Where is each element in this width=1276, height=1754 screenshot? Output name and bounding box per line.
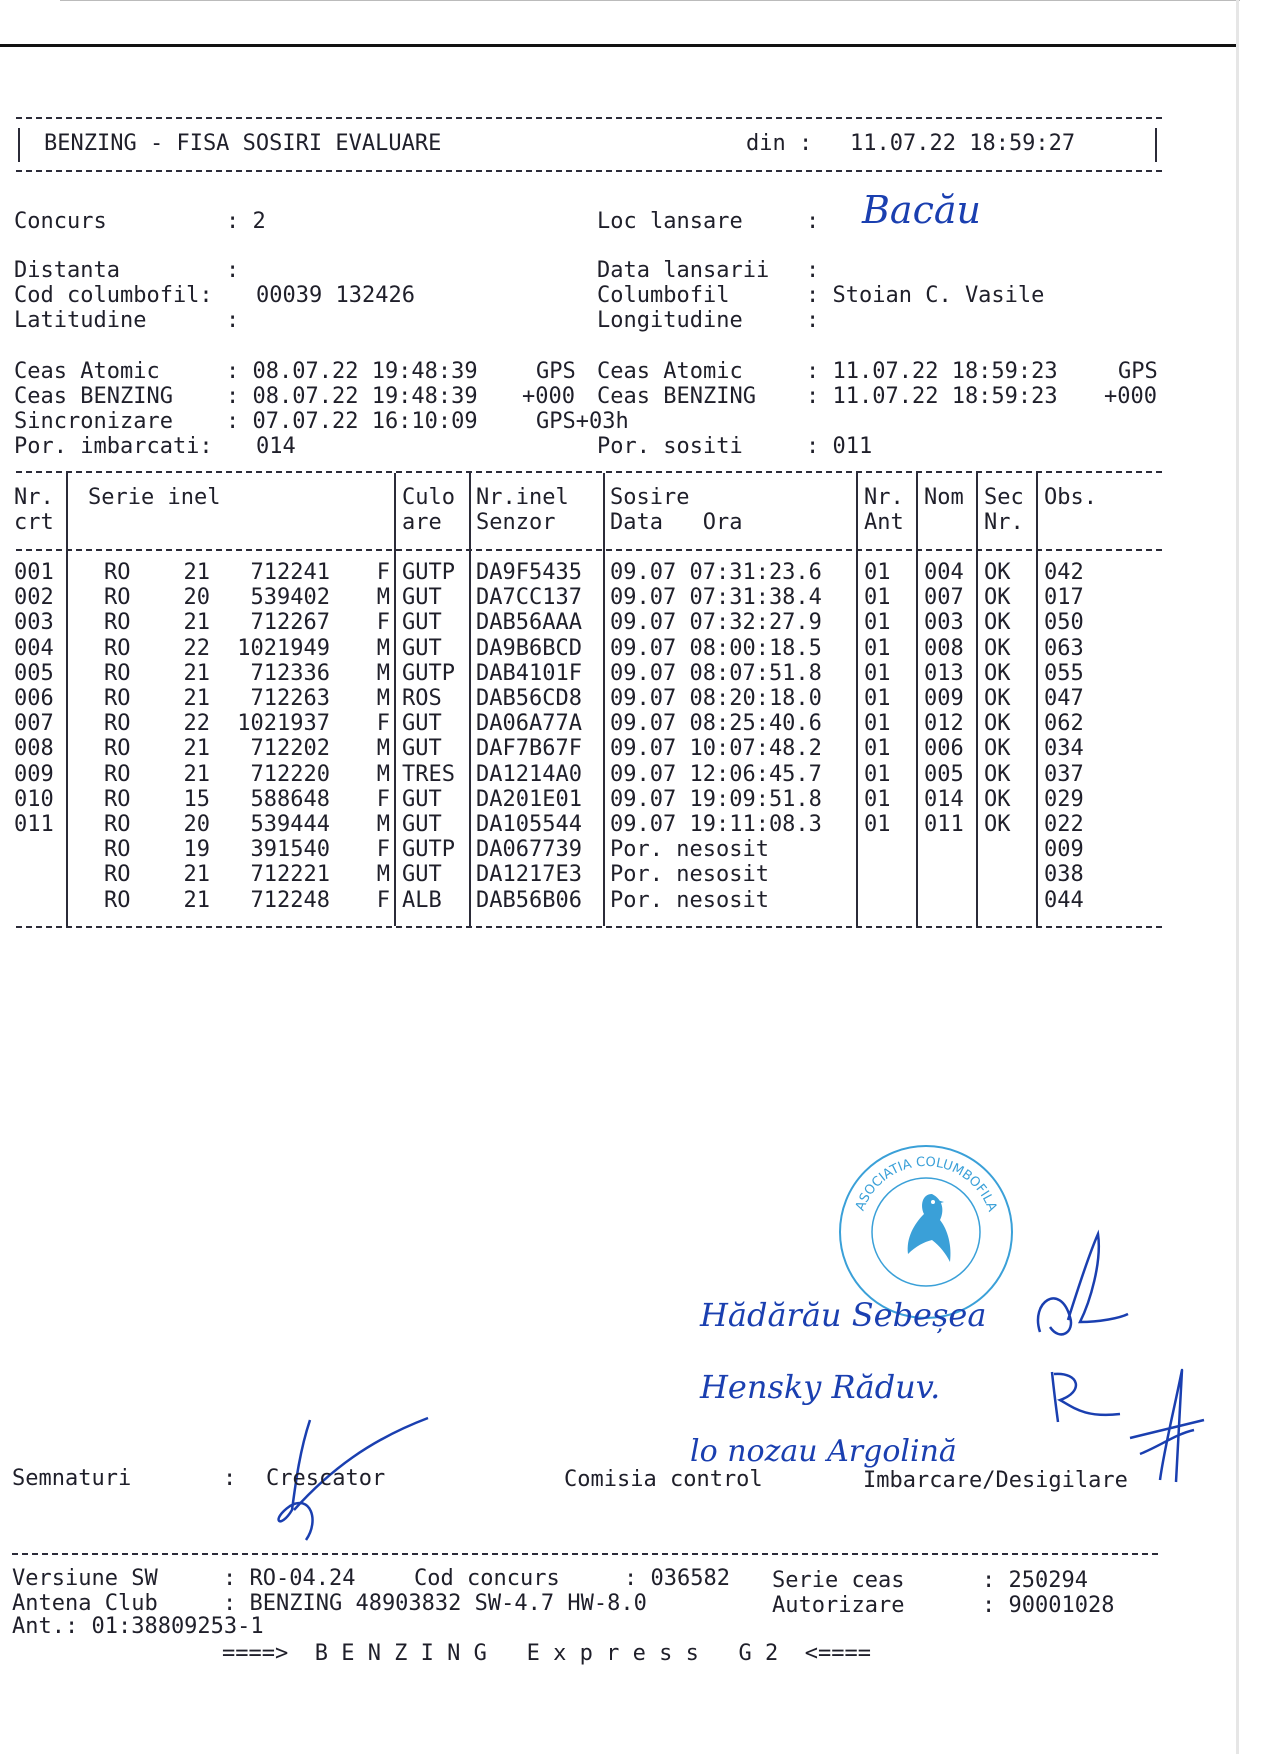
cell-inel: 712263	[250, 686, 330, 711]
loc-lansare-label: Loc lansare	[597, 209, 743, 234]
document-title: BENZING - FISA SOSIRI EVALUARE	[44, 131, 442, 156]
cell-senzor: DA9F5435	[476, 560, 582, 585]
cell-ant: 01	[864, 686, 891, 711]
cell-an: 22	[183, 635, 210, 661]
cell-ant: 01	[864, 560, 891, 585]
cell-nom: 006	[924, 736, 964, 762]
cell-sosire: 09.07 07:31:23.6	[610, 560, 822, 585]
cell-obs: 029	[1044, 786, 1084, 812]
cell-sosire: 09.07 08:25:40.6	[610, 711, 822, 737]
cell-culoare: GUT	[402, 862, 442, 888]
ceas-atomic-suffix-1: GPS	[536, 359, 576, 384]
committee-signature-3	[1120, 1360, 1210, 1490]
cell-inel: 539402	[250, 585, 330, 611]
cell-tara: RO	[104, 610, 131, 636]
cell-obs: 047	[1044, 686, 1084, 711]
por-sositi-value: : 011	[806, 434, 873, 459]
por-imbarcati-label: Por. imbarcati:	[14, 434, 213, 459]
cell-nom: 013	[924, 660, 964, 686]
latitudine-value: :	[226, 308, 240, 333]
cell-culoare: TRES	[402, 761, 455, 787]
cell-tara: RO	[104, 837, 131, 863]
cell-sosire: 09.07 08:00:18.5	[610, 635, 822, 661]
cell-sec: OK	[984, 560, 1011, 585]
cell-nom: 007	[924, 585, 964, 611]
cell-sex: M	[376, 862, 390, 888]
cell-senzor: DAB56AAA	[476, 610, 582, 636]
cell-ant: 01	[864, 786, 891, 812]
cell-obs: 037	[1044, 761, 1084, 787]
antena-club-value: : BENZING 48903832 SW-4.7 HW-8.0	[223, 1591, 647, 1616]
cell-an: 21	[183, 610, 210, 636]
cell-sex: M	[376, 585, 390, 611]
cell-nom: 005	[924, 761, 964, 787]
th-obs: Obs.	[1044, 485, 1097, 510]
cell-sec: OK	[984, 585, 1011, 611]
col-sep-7	[976, 473, 978, 926]
cell-ant: 01	[864, 711, 891, 737]
cell-sosire: Por. nesosit	[610, 837, 769, 863]
cell-tara: RO	[104, 786, 131, 812]
cell-an: 20	[183, 585, 210, 611]
sincronizare-value: : 07.07.22 16:10:09	[226, 409, 478, 434]
cell-sosire: 09.07 08:07:51.8	[610, 660, 822, 686]
cell-an: 21	[183, 761, 210, 787]
cell-an: 21	[183, 736, 210, 762]
cell-nr: 009	[14, 761, 54, 787]
cell-nr: 010	[14, 786, 54, 812]
ceas-benzing-value-1: : 08.07.22 19:48:39	[226, 384, 478, 409]
cell-an: 21	[183, 560, 210, 585]
cell-senzor: DA105544	[476, 812, 582, 837]
header-box-right	[1155, 128, 1157, 162]
cell-obs: 062	[1044, 711, 1084, 737]
th-sec: Sec	[984, 485, 1024, 510]
cod-concurs-label: Cod concurs	[414, 1566, 560, 1591]
ceas-benzing-value-2: : 11.07.22 18:59:23	[806, 384, 1058, 409]
cell-sex: M	[376, 686, 390, 711]
cell-inel: 391540	[250, 837, 330, 863]
cell-obs: 038	[1044, 862, 1084, 888]
committee-signature-2	[1040, 1362, 1130, 1432]
cell-obs: 050	[1044, 610, 1084, 636]
cell-culoare: GUTP	[402, 837, 455, 863]
cell-sec: OK	[984, 711, 1011, 737]
brand-line: ====> B E N Z I N G E x p r e s s G 2 <====	[222, 1641, 872, 1666]
cell-an: 21	[183, 660, 210, 686]
cell-sec: OK	[984, 812, 1011, 837]
cell-inel: 712267	[250, 610, 330, 636]
serie-ceas-value: : 250294	[982, 1568, 1088, 1593]
cell-sex: M	[376, 812, 390, 837]
ceas-benzing-suffix-1: +000	[522, 384, 575, 409]
th-sosire: Sosire	[610, 485, 690, 510]
cell-inel: 1021949	[237, 635, 330, 661]
cell-senzor: DA1217E3	[476, 862, 582, 888]
cell-nr: 005	[14, 660, 54, 686]
cell-sosire: 09.07 07:32:27.9	[610, 610, 822, 636]
ceas-atomic-label-1: Ceas Atomic	[14, 359, 160, 384]
ceas-atomic-value-2: : 11.07.22 18:59:23	[806, 359, 1058, 384]
cell-sex: F	[376, 711, 390, 737]
club-stamp	[836, 1142, 1016, 1322]
cell-culoare: GUT	[402, 786, 442, 812]
cell-senzor: DA1214A0	[476, 761, 582, 787]
cell-inel: 588648	[250, 786, 330, 812]
signature-imbarcare: Imbarcare/Desigilare	[863, 1468, 1128, 1493]
cell-sec: OK	[984, 736, 1011, 762]
cell-tara: RO	[104, 736, 131, 762]
committee-signature-1	[1020, 1222, 1140, 1352]
ceas-atomic-value-1: : 08.07.22 19:48:39	[226, 359, 478, 384]
cod-concurs-value: : 036582	[624, 1566, 730, 1591]
th-nr: Nr.	[14, 485, 54, 510]
columbofil-label: Columbofil	[597, 283, 730, 308]
cell-an: 22	[183, 711, 210, 737]
cell-obs: 042	[1044, 560, 1084, 585]
col-sep-4	[603, 473, 605, 926]
cell-nr: 002	[14, 585, 54, 611]
scan-top-rule	[0, 44, 1236, 47]
th-nr-inel: Nr.inel	[476, 485, 569, 510]
cell-culoare: GUT	[402, 610, 442, 636]
columbofil-value: : Stoian C. Vasile	[806, 283, 1045, 308]
cell-an: 21	[183, 686, 210, 711]
pigeon-icon	[908, 1194, 951, 1262]
ceas-benzing-suffix-2: +000	[1104, 384, 1157, 409]
cell-senzor: DAB56CD8	[476, 686, 582, 711]
cell-tara: RO	[104, 711, 131, 737]
cell-ant: 01	[864, 635, 891, 661]
cell-inel: 712336	[250, 660, 330, 686]
autorizare-label: Autorizare	[772, 1593, 905, 1618]
cell-tara: RO	[104, 686, 131, 711]
table-header-rule	[16, 549, 1162, 551]
cell-sosire: 09.07 19:11:08.3	[610, 812, 822, 837]
cell-nom: 011	[924, 812, 964, 837]
handwritten-name-3: lo nozau Argolină	[690, 1434, 957, 1469]
cell-sec: OK	[984, 686, 1011, 711]
cell-culoare: GUT	[402, 812, 442, 837]
sincronizare-label: Sincronizare	[14, 409, 173, 434]
cell-tara: RO	[104, 660, 131, 686]
cell-senzor: DA9B6BCD	[476, 635, 582, 661]
cell-nom: 004	[924, 560, 964, 585]
th-serie-inel: Serie inel	[88, 485, 221, 510]
cell-nr: 008	[14, 736, 54, 762]
signature-comisia-control: Comisia control	[564, 1467, 763, 1492]
versiune-sw-label: Versiune SW	[12, 1566, 158, 1591]
data-lansarii-label: Data lansarii	[597, 258, 770, 283]
header-box-bottom	[16, 170, 1162, 172]
footer-rule	[12, 1553, 1158, 1555]
header-datetime: 11.07.22 18:59:27	[850, 131, 1076, 156]
col-sep-8	[1036, 473, 1038, 926]
cell-sex: F	[376, 560, 390, 585]
ceas-atomic-label-2: Ceas Atomic	[597, 359, 743, 384]
sincronizare-suffix: GPS+03h	[536, 409, 629, 434]
data-lansarii-value: :	[806, 258, 820, 283]
cell-ant: 01	[864, 660, 891, 686]
por-sositi-label: Por. sositi	[597, 434, 743, 459]
cell-nr: 007	[14, 711, 54, 737]
table-bottom-rule	[16, 926, 1162, 928]
concurs-value: : 2	[226, 209, 266, 234]
cell-culoare: GUT	[402, 736, 442, 762]
col-sep-6	[916, 473, 918, 926]
versiune-sw-value: : RO-04.24	[223, 1566, 356, 1591]
cell-senzor: DA06A77A	[476, 711, 582, 737]
cell-obs: 009	[1044, 837, 1084, 863]
cell-nr: 011	[14, 812, 54, 837]
cell-culoare: GUT	[402, 635, 442, 661]
ceas-benzing-label-2: Ceas BENZING	[597, 384, 756, 409]
cell-nr: 003	[14, 610, 54, 636]
cell-culoare: GUTP	[402, 560, 455, 585]
semnaturi-sep: :	[223, 1466, 237, 1491]
cell-sex: F	[376, 786, 390, 812]
cell-senzor: DA067739	[476, 837, 582, 863]
cell-obs: 055	[1044, 660, 1084, 686]
cell-sex: M	[376, 761, 390, 787]
cell-senzor: DAB4101F	[476, 660, 582, 686]
cell-senzor: DA7CC137	[476, 585, 582, 611]
cell-nom: 008	[924, 635, 964, 661]
cell-sec: OK	[984, 610, 1011, 636]
th-nom: Nom	[924, 485, 964, 510]
cell-nom: 003	[924, 610, 964, 636]
cell-ant: 01	[864, 812, 891, 837]
distanta-label: Distanta	[14, 258, 120, 283]
cell-nom: 009	[924, 686, 964, 711]
cell-sec: OK	[984, 635, 1011, 661]
cell-culoare: ALB	[402, 887, 442, 913]
cell-tara: RO	[104, 635, 131, 661]
th-are: are	[402, 510, 442, 535]
cell-an: 20	[183, 812, 210, 837]
cell-inel: 712241	[250, 560, 330, 585]
th-senzor: Senzor	[476, 510, 556, 535]
loc-lansare-sep: :	[806, 209, 820, 234]
cell-tara: RO	[104, 812, 131, 837]
cell-obs: 022	[1044, 812, 1084, 837]
cell-tara: RO	[104, 862, 131, 888]
cell-sex: M	[376, 635, 390, 661]
cell-ant: 01	[864, 736, 891, 762]
cell-nr: 004	[14, 635, 54, 661]
concurs-label: Concurs	[14, 209, 107, 234]
loc-lansare-handwritten: Bacău	[862, 188, 981, 232]
cell-sosire: 09.07 08:20:18.0	[610, 686, 822, 711]
stamp-text: ASOCIATIA COLUMBOFILA	[852, 1154, 1000, 1214]
cell-obs: 063	[1044, 635, 1084, 661]
cell-sec: OK	[984, 786, 1011, 812]
cell-tara: RO	[104, 560, 131, 585]
cell-senzor: DA201E01	[476, 786, 582, 812]
cell-an: 15	[183, 786, 210, 812]
cell-sec: OK	[984, 761, 1011, 787]
handwritten-name-2: Hensky Răduv.	[700, 1368, 941, 1406]
col-sep-2	[394, 473, 396, 926]
header-din-label: din :	[746, 131, 813, 156]
th-crt: crt	[14, 510, 54, 535]
cell-sex: F	[376, 887, 390, 913]
cell-nom: 012	[924, 711, 964, 737]
cell-ant: 01	[864, 761, 891, 787]
cell-an: 21	[183, 887, 210, 913]
cell-obs: 017	[1044, 585, 1084, 611]
scan-right-edge	[1236, 0, 1239, 1754]
cell-sosire: 09.07 19:09:51.8	[610, 786, 822, 812]
semnaturi-label: Semnaturi	[12, 1466, 132, 1491]
cell-obs: 044	[1044, 887, 1084, 913]
cell-nr: 006	[14, 686, 54, 711]
header-box-top	[16, 117, 1162, 119]
cell-sec: OK	[984, 660, 1011, 686]
serie-ceas-label: Serie ceas	[772, 1568, 905, 1593]
cod-columbofil-value: 00039 132426	[256, 283, 415, 308]
cell-nr: 001	[14, 560, 54, 585]
cell-culoare: GUT	[402, 585, 442, 611]
col-sep-3	[469, 473, 471, 926]
cell-sex: M	[376, 660, 390, 686]
cell-sex: F	[376, 610, 390, 636]
handwritten-name-1: Hădărău Sebeșea	[700, 1296, 987, 1334]
cell-inel: 539444	[250, 812, 330, 837]
cell-nom: 014	[924, 786, 964, 812]
cell-obs: 034	[1044, 736, 1084, 762]
por-imbarcati-value: 014	[256, 434, 296, 459]
cell-tara: RO	[104, 761, 131, 787]
cell-inel: 712248	[250, 887, 330, 913]
th-data-ora: Data Ora	[610, 510, 743, 535]
cell-sex: F	[376, 837, 390, 863]
distanta-value: :	[226, 258, 240, 283]
cell-senzor: DAB56B06	[476, 887, 582, 913]
col-sep-5	[856, 473, 858, 926]
header-box-left	[18, 128, 20, 162]
ant-line: Ant.: 01:38809253-1	[12, 1614, 264, 1639]
cell-culoare: GUTP	[402, 660, 455, 686]
th-culo: Culo	[402, 485, 455, 510]
cell-inel: 1021937	[237, 711, 330, 737]
cod-columbofil-label: Cod columbofil:	[14, 283, 213, 308]
cell-sosire: Por. nesosit	[610, 862, 769, 888]
cell-an: 19	[183, 837, 210, 863]
ceas-benzing-label-1: Ceas BENZING	[14, 384, 173, 409]
cell-sosire: 09.07 12:06:45.7	[610, 761, 822, 787]
cell-inel: 712221	[250, 862, 330, 888]
cell-sosire: 09.07 10:07:48.2	[610, 736, 822, 762]
cell-an: 21	[183, 862, 210, 888]
cell-inel: 712202	[250, 736, 330, 762]
cell-ant: 01	[864, 610, 891, 636]
th-ant: Ant	[864, 510, 904, 535]
cell-sex: M	[376, 736, 390, 762]
th-sec-nr: Nr.	[984, 510, 1024, 535]
cell-culoare: GUT	[402, 711, 442, 737]
latitudine-label: Latitudine	[14, 308, 147, 333]
ceas-atomic-suffix-2: GPS	[1118, 359, 1158, 384]
cell-culoare: ROS	[402, 686, 442, 711]
th-nr-ant: Nr.	[864, 485, 904, 510]
cell-sosire: 09.07 07:31:38.4	[610, 585, 822, 611]
col-sep-1	[66, 473, 68, 926]
table-top-rule	[16, 471, 1162, 473]
signature-crescator: Crescator	[266, 1466, 386, 1491]
longitudine-value: :	[806, 308, 820, 333]
cell-ant: 01	[864, 585, 891, 611]
cell-tara: RO	[104, 585, 131, 611]
cell-senzor: DAF7B67F	[476, 736, 582, 762]
antena-club-label: Antena Club	[12, 1591, 158, 1616]
cell-tara: RO	[104, 887, 131, 913]
scan-top-edge	[60, 0, 1240, 1]
cell-inel: 712220	[250, 761, 330, 787]
cell-sosire: Por. nesosit	[610, 887, 769, 913]
longitudine-label: Longitudine	[597, 308, 743, 333]
autorizare-value: : 90001028	[982, 1593, 1115, 1618]
